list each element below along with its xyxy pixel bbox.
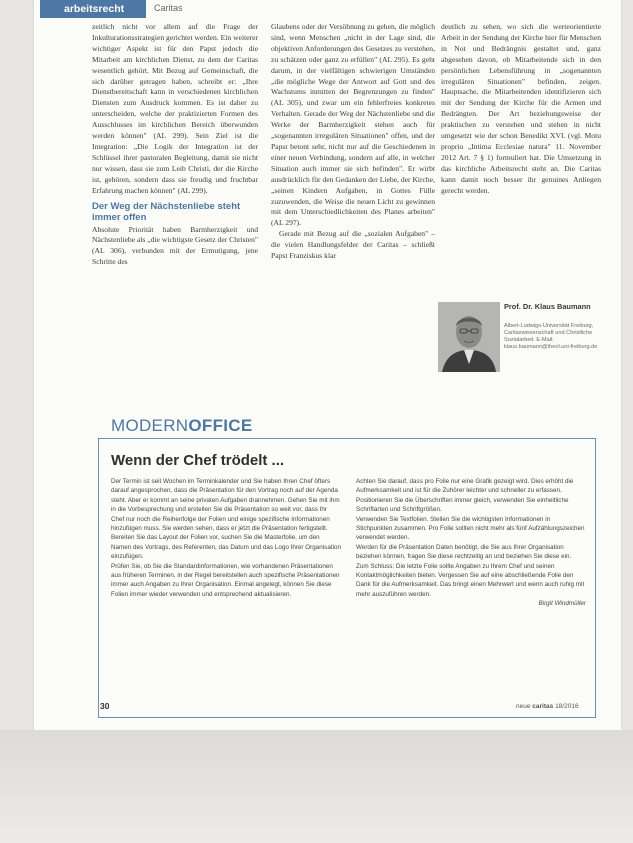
tip-paragraph: Werden für die Präsentation Daten benötigt, die Sie aus Ihrer Organisation beziehen können, fragen Sie diese rechtzeitig an und beziehen Sie diese ein. [356,543,572,561]
tip-paragraph: Verwenden Sie Textfolien. Stellen Sie die wichtigsten Informationen in Stichpunkten zusammen. Pro Folie sollten nicht mehr als fünf Aufzählungszeichen verwendet werden. [356,515,585,542]
author-box [438,302,600,400]
article-paragraph: Glaubens oder der Versöhnung zu gehen, die möglich sind, wenn Menschen „nicht in der Lage sind, die objektiven Anforderungen des Gesetzes zu verstehen, zu schätzen oder ganz zu erfüllen" (AL 295). Es geht darum, in der vielfältigen schwierigen Umständen „die mögliche Wege der Antwort auf Gott und des Wachstums inmitten der Begrenzungen zu finden" (AL 305), und zwar um ein fehlerfreies konkretes Verhalten. Gerade der Weg der Nächstenliebe und die Werke der Barmherzigkeit stehen auch für „sogenannten irregulären Situationen" offen, und der Papst betont sehr, nicht nur auf die Geschiedenen in einer neuen Verbindung, sondern auf alle, in welcher Situation auch immer sie sich befinden". Er wirbt ausdrücklich für den Gedanken der Liebe, der Kirche, „seinen Kindern Aufgaben, in Gottes Fülle zuzuwenden, die Weise die neuen Licht zu gewinnen mit dem Unterschiedlichkeiten des Planes arbeiten" (AL 297). [271,22,435,228]
tip-paragraph: Zum Schluss: Die letzte Folie sollte Angaben zu Ihrem Chef und seinen Kontaktmöglichkeiten bieten. Vergessen Sie auf eine abschließende Folie den Dank für die Aufmerksamkeit. Das bringt einen Mehrwert und wenn auch ruhig mit mehr auszuführen werden. [356,562,585,598]
tip-paragraph: Achten Sie darauf, dass pro Folie nur eine Grafik gezeigt wird. Dies erhöht die Aufmerksamkeit und ist für die Zuhörer leichter und schneller zu erfassen. [356,478,574,495]
tip-paragraph: Der Termin ist seit Wochen im Terminkalender und Sie haben Ihren Chef öfters darauf angesprochen, dass die Präsentation für den Vortrag noch auf der Agenda steht. Aber er kommt an seine privaten Aufgaben drannehmen. Gehen Sie mit ihm in die Vorbesprechung und erstellen Sie die Präsentation so weit vor, dass Ihr Chef nur noch die Reihenfolge der Folien und einige spezifische Informationen hinzufügen muss. Sie werden sehen, dass er jetzt die Präsentation fertigstellt. [111,478,340,533]
article-column-1 [92,22,258,268]
tip-box-column-right [356,477,586,609]
article-paragraph: deutlich zu sehen, wo sich die werteorientierte Arbeit in der Sendung der Kirche hier für Menschen in Not und Bedrängnis gestaltet und, ganz abgesehen davon, ob Mitarbeitende sich in den persönlichen Lebensführung in „sogenannten irregulären Situationen" befinden, zeigen. Hauptsache, die Mitarbeitenden identifizieren sich mit der Sendung der Kirche für die Armen und Bedrängten. Der Art beziehungsweise der praktischen zu verstehen und stehen in nicht umgesetzt wie der schon Benedikt XVI. (vgl. Motu proprio „Intima Ecclesiae natura" 11. November 2012 Art. 7 § 1) formuliert hat. Die Umsetzung in das kirchliche Arbeitsrecht steht an. Die Caritas kann damit noch besser ihr genuines Anliegen gerecht werden. [441,22,601,195]
magazine-prefix: neue [516,703,531,710]
article-paragraph: zeitlich nicht vor allem auf die Frage der Inkulturationsstrategien gerichtet werden. Ein weiterer wichtiger Aspekt ist für den Papst jedoch die Mitarbeit am kirchlichen Dienst, zu dem der Caritas wesentlich gehört. Mit Bezug auf Gemeinschaft, die sich darüber getragen haben, schreibt er: „Ihre Dienstbereitschaft kann in verschiedenen kirchlichen Diensten zum Ausdruck kommen. Es ist daher zu unterscheiden, welche der praktizierten Formen des Ausschlusses im kirchlichen Bereich überwunden werden können" (AL 299). Sein Ziel ist die Integration: „Die Logik der Integration ist der Schlüssel ihrer pastoralen Begleitung, damit sie nicht nur wissen, dass sie zum Leib Christi, der die Kirche ist, gehören, sondern dass sie freudig und fruchtbar Erfahrung machen können" (AL 299). [92,22,258,195]
section-tag: arbeitsrecht [40,0,146,18]
magazine-issue: 18/2016 [555,703,579,710]
article-column-2 [271,22,435,262]
author-name: Prof. Dr. Klaus Baumann [504,302,591,311]
magazine-footer [516,703,579,710]
magazine-name: caritas [532,703,554,710]
tip-box-title: Wenn der Chef trödelt ... [111,452,285,469]
article-subheading: Der Weg der Nächstenliebe steht immer offen [92,200,241,223]
article-column-3 [441,22,601,197]
scan-background [0,730,633,843]
author-bio: Albert-Ludwigs-Universität Freiburg, Caritaswissenschaft und Christliche Sozialarbeit. E-Mail: klaus.baumann@theol.uni-freiburg.de [504,323,598,350]
section-subtitle: Caritas [154,3,183,13]
page-number: 30 [100,701,110,711]
tip-paragraph: Prüfen Sie, ob Sie die Standardinformationen, wie vorhandenen Präsentationen aus früheren Terminen, in der Regel bereitstellen auch spezifische Präsentationen immer auch Angaben zu Ihrer Organisation. Einmal angelegt, können Sie diese Folien immer wieder verwenden und entsprechend aktualisieren. [111,562,340,598]
tip-paragraph: Positionieren Sie die Überschriften immer gleich, verwenden Sie einheitliche Schriftarten und Schriftgrößen. [356,496,569,514]
brand-bold: OFFICE [188,416,253,435]
tip-paragraph: Bereiten Sie das Layout der Folien vor, suchen Sie die Masterfolie, um den Namen des Vortrags, des Referenten, das Datum und das Logo Ihrer Organisation einzufügen. [111,534,341,561]
brand-light: MODERN [111,416,189,435]
article-paragraph: Gerade mit Bezug auf die „sozialen Aufgaben" – die vielen Handlungsfelder der Caritas – schließt Papst Franziskus klar [271,229,435,261]
author-portrait [438,302,500,372]
tip-box-column-left [111,477,341,599]
article-paragraph: Absolute Priorität haben Barmherzigkeit und Nächstenliebe als „die wichtigste Gesetz der Christen" (AL 306), verbunden mit der Ermutigung, jene Schritte des [92,224,258,267]
modern-office-logo [111,416,253,436]
tip-signature: Birgit Windmüller [538,600,586,608]
